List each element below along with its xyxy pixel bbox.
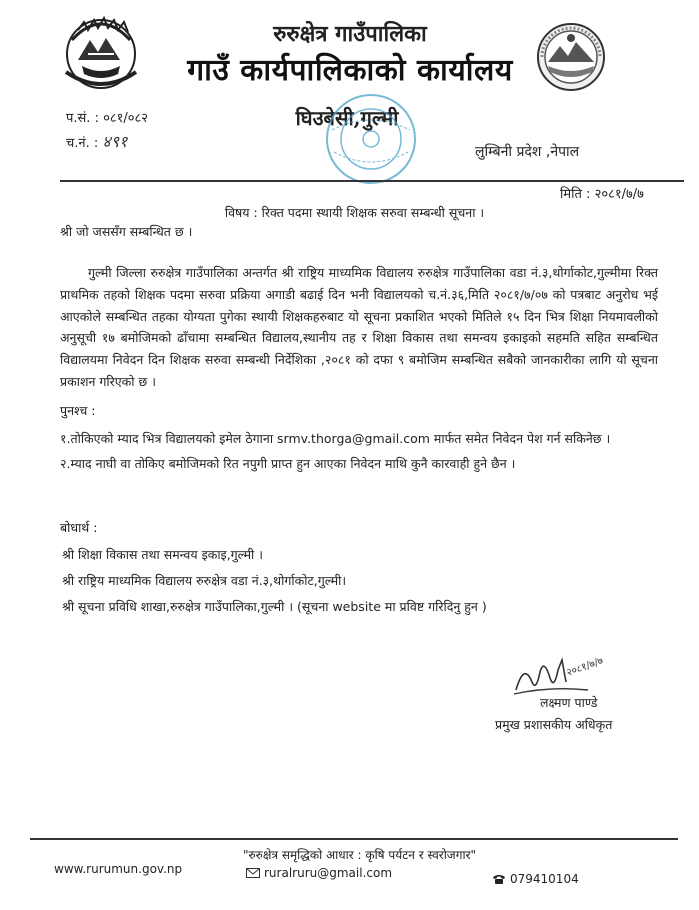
dispatch-value: ४९१ [102, 132, 128, 151]
province-address: लुम्बिनी प्रदेश ,नेपाल [475, 144, 580, 160]
header-divider [60, 180, 684, 182]
fiscal-year-label: प.सं. : [66, 111, 99, 126]
postscript-item: १.तोकिएको म्याद भित्र विद्यालयको इमेल ठेगाना srmv.thorga@gmail.com मार्फत समेत निवेदन पेश गर्न सकिनेछ । [60, 431, 611, 446]
footer-phone [492, 872, 579, 886]
dispatch-number-ref [66, 130, 127, 152]
cc-title: बोधार्थ : [60, 520, 98, 535]
cc-item: श्री राष्ट्रिय माध्यमिक विद्यालय रुरुक्षेत्र वडा नं.३,थोर्गाकोट,गुल्मी। [62, 573, 347, 588]
cc-item: श्री शिक्षा विकास तथा समन्वय इकाइ,गुल्मी । [62, 547, 264, 562]
footer-divider [30, 838, 678, 840]
municipality-name: रुरुक्षेत्र गाउँपालिका [273, 21, 427, 47]
footer-email [246, 866, 392, 880]
signatory-name: लक्ष्मण पाण्डे [540, 695, 598, 710]
dispatch-label: च.नं. : [66, 136, 99, 151]
letter-date: मिति : २०८१/७/७ [560, 187, 644, 202]
fiscal-year-ref [66, 108, 148, 126]
fiscal-year-value: ०८१/०८२ [103, 111, 149, 126]
postscript-item: २.म्याद नाघी वा तोकिए बमोजिमको रित नपुगी प्राप्त हुन आएका निवेदन माथि कुनै कारवाही हुने छैन । [60, 456, 516, 471]
footer-slogan: "रुरुक्षेत्र समृद्धिको आधार : कृषि पर्यटन र स्वरोजगार" [242, 848, 477, 862]
signatory-title: प्रमुख प्रशासकीय अधिकृत [495, 717, 613, 732]
envelope-icon [246, 868, 260, 878]
nepal-coat-of-arms-icon [58, 10, 144, 92]
cc-item: श्री सूचना प्रविधि शाखा,रुरुक्षेत्र गाउँपालिका,गुल्मी । (सूचना website मा प्रविष्ट गरिदिनु हुन ) [62, 599, 487, 614]
telephone-icon [492, 874, 506, 885]
postscript-title: पुनश्च : [60, 403, 96, 418]
office-location: घिउबेसी,गुल्मी [295, 106, 399, 130]
office-name: गाउँ कार्यपालिकाको कार्यालय [187, 53, 513, 88]
office-stamp-icon [322, 90, 420, 188]
footer-phone-text: 079410104 [510, 872, 579, 886]
notice-body: गुल्मी जिल्ला रुरुक्षेत्र गाउँपालिका अन्तर्गत श्री राष्ट्रिय माध्यमिक विद्यालय रुरुक्षेत्र गाउँपालिका वडा नं.३,थोर्गाकोट,गुल्मीमा रिक्त प्राथमिक तहको शिक्षक पदमा सरुवा प्रक्रिया अगाडी बढाई दिन भनी विद्यालयको च.नं.३६,मिति २०८१/७/०७ को पत्रबाट अनुरोध भई आएकोले सम्बन्धित तहका योग्यता पुगेका स्थायी शिक्षकहरुबाट यो सूचना प्रकाशित भएको मितिले १५ दिन भित्र शिक्षा नियमावलीको अनुसूची १७ बमोजिमको ढाँचामा सम्बन्धित विद्यालय,स्थानीय तह र शिक्षा विकास तथा समन्वय इकाइको सहमति सहित सम्बन्धित विद्यालयमा निवेदन दिन शिक्षक सरुवा सम्बन्धी निर्देशिका ,२०८१ को दफा ९ बमोजिम सम्बन्धित सबैको जानकारीका लागि यो सूचना प्रकाशन गरिएको छ । [60, 265, 658, 389]
svg-text:२०८१/७/७: २०८१/७/७ [565, 655, 605, 679]
letter-salutation: श्री जो जससँग सम्बन्धित छ । [60, 224, 193, 239]
footer-email-text: ruralruru@gmail.com [264, 866, 393, 880]
footer-website: www.rurumun.gov.np [54, 862, 183, 876]
letter-subject: विषय : रिक्त पदमा स्थायी शिक्षक सरुवा सम्बन्धी सूचना । [224, 205, 485, 220]
